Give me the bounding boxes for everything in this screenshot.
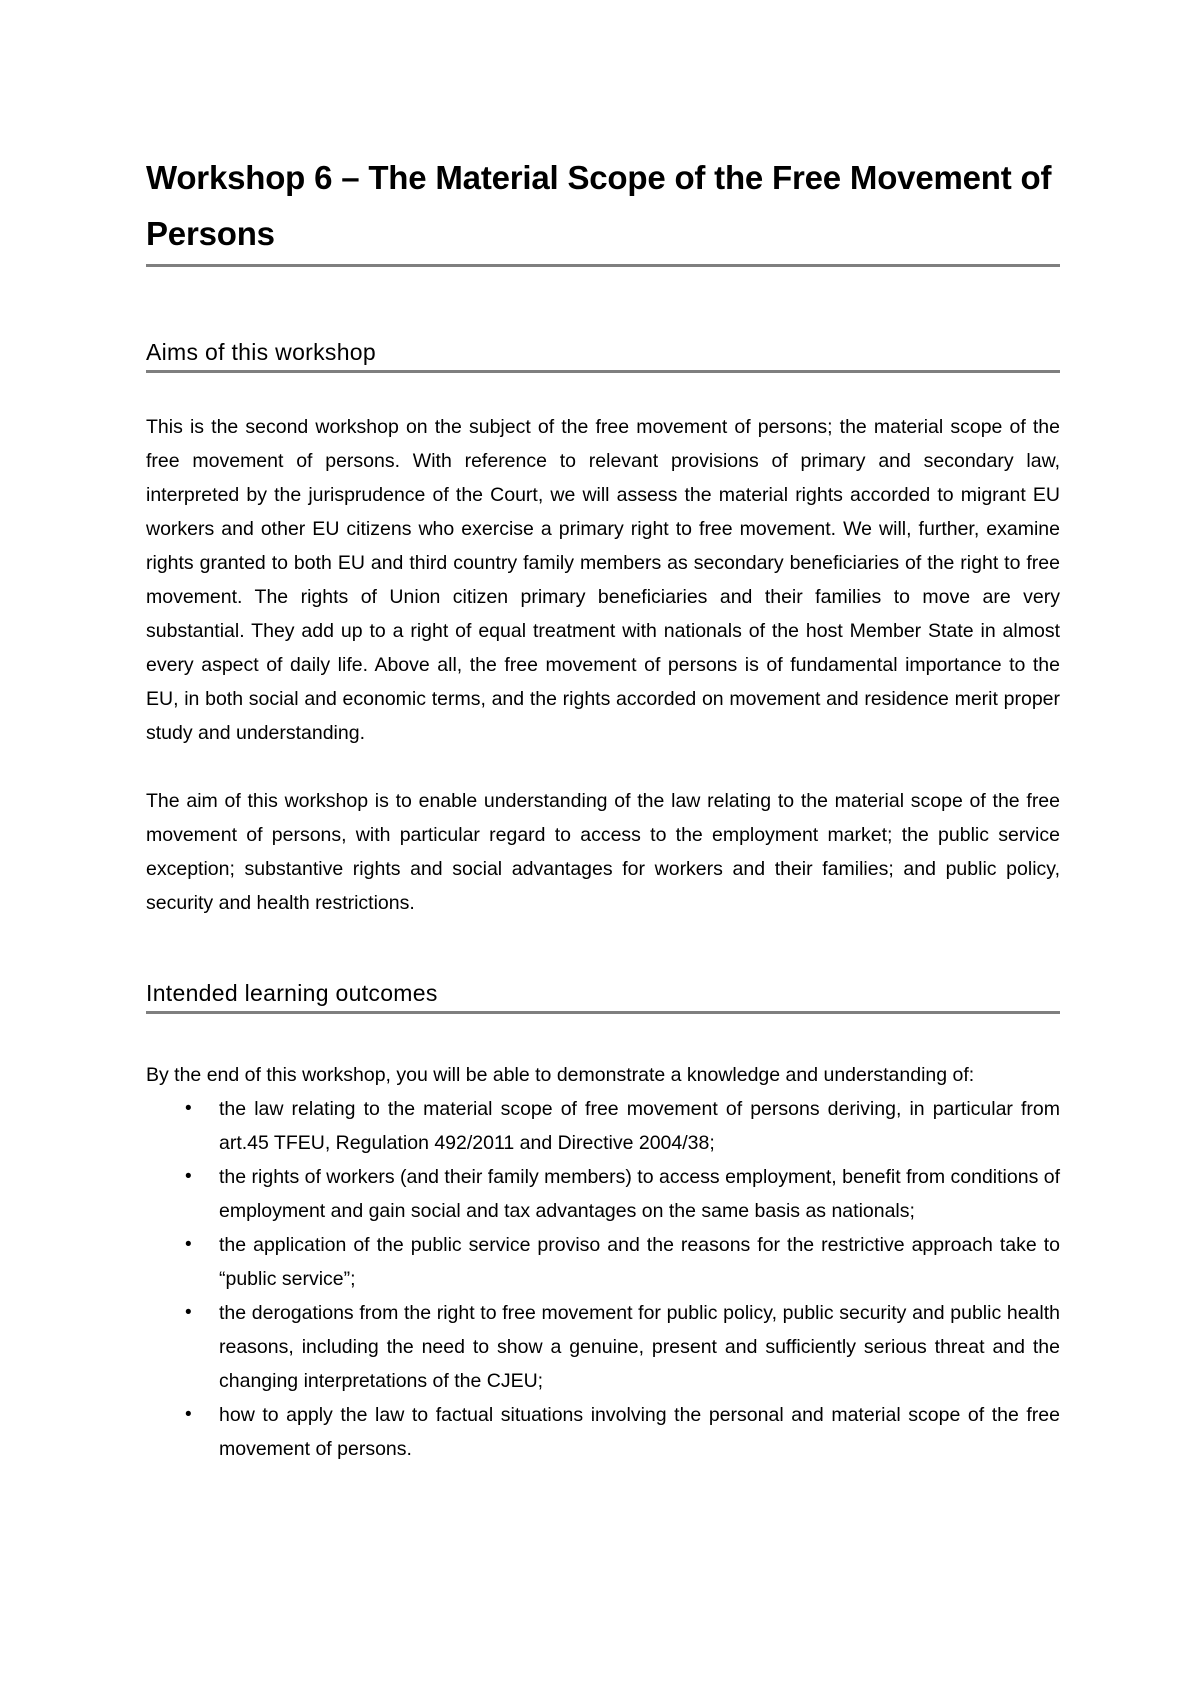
- list-item-text: the derogations from the right to free movement for public policy, public security and public health reasons, including the need to show a genuine, present and sufficiently serious threat and the changing interpretations of the CJEU;: [219, 1302, 1060, 1392]
- aims-paragraph-2: The aim of this workshop is to enable understanding of the law relating to the material scope of the free movement of persons, with particular regard to access to the employment market; the public service exception; substantive rights and social advantages for workers and their families; and public policy, security and health restrictions.: [146, 790, 1060, 914]
- outcomes-heading: Intended learning outcomes: [146, 976, 1060, 1014]
- list-item: [146, 1296, 1060, 1398]
- list-item: [146, 1160, 1060, 1228]
- list-item: [146, 1228, 1060, 1296]
- bullet-icon: •: [185, 1098, 192, 1119]
- list-item-text: the rights of workers (and their family members) to access employment, benefit from conditions of employment and gain social and tax advantages on the same basis as nationals;: [219, 1166, 1061, 1222]
- list-item-text: how to apply the law to factual situations involving the personal and material scope of the free movement of persons.: [219, 1404, 1060, 1460]
- list-item: [146, 1092, 1060, 1160]
- bullet-icon: •: [185, 1302, 192, 1323]
- document-page: [146, 150, 1060, 1466]
- bullet-icon: •: [185, 1234, 192, 1255]
- bullet-icon: •: [185, 1404, 192, 1425]
- outcomes-intro: By the end of this workshop, you will be able to demonstrate a knowledge and understanding of:: [146, 1064, 975, 1086]
- bullet-icon: •: [185, 1166, 192, 1187]
- list-item-text: the law relating to the material scope of free movement of persons deriving, in particular from art.45 TFEU, Regulation 492/2011 and Directive 2004/38;: [219, 1098, 1060, 1154]
- outcomes-list: [146, 1092, 1060, 1466]
- list-item: [146, 1398, 1060, 1466]
- aims-heading: Aims of this workshop: [146, 335, 1060, 373]
- aims-paragraph-1: This is the second workshop on the subject of the free movement of persons; the material scope of the free movement of persons. With reference to relevant provisions of primary and secondary law, interpreted by the jurisprudence of the Court, we will assess the material rights accorded to migrant EU workers and other EU citizens who exercise a primary right to free movement. We will, further, examine rights granted to both EU and third country family members as secondary beneficiaries of the right to free movement. The rights of Union citizen primary beneficiaries and their families to move are very substantial. They add up to a right of equal treatment with nationals of the host Member State in almost every aspect of daily life. Above all, the free movement of persons is of fundamental importance to the EU, in both social and economic terms, and the rights accorded on movement and residence merit proper study and understanding.: [146, 416, 1060, 744]
- page-title: Workshop 6 – The Material Scope of the Free Movement of Persons: [146, 150, 1060, 267]
- list-item-text: the application of the public service proviso and the reasons for the restrictive approach take to “public service”;: [219, 1234, 1060, 1290]
